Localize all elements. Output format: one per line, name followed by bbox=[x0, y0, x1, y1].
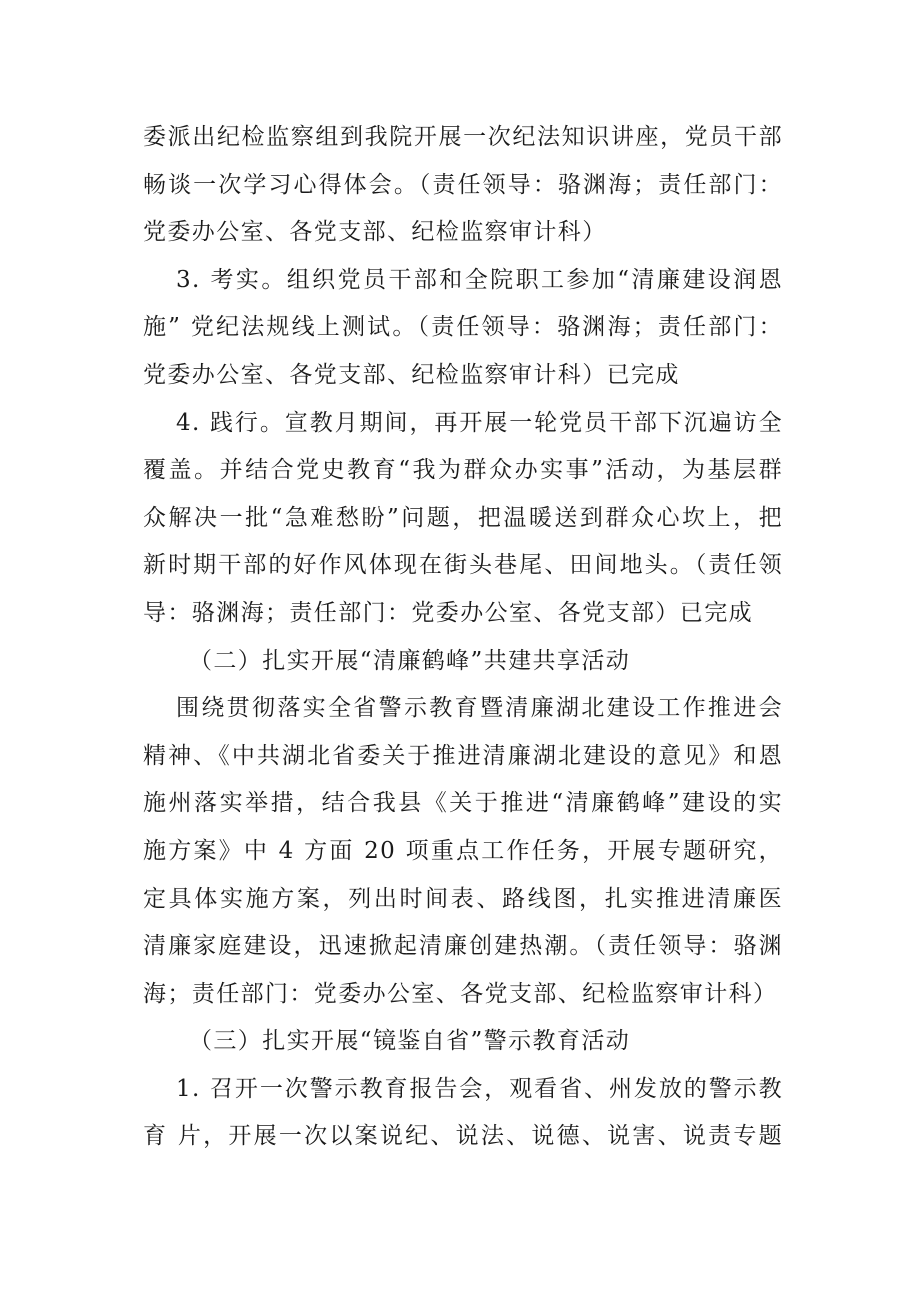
text-line: 施” 党纪法规线上测试。（责任领导：骆渊海；责任部门： bbox=[143, 314, 783, 341]
text-line: 委派出纪检监察组到我院开展一次纪法知识讲座，党员干部 bbox=[143, 124, 783, 150]
text-line: 施方案》中 4 方面 20 项重点工作任务，开展专题研究， bbox=[143, 837, 783, 864]
text-line: 3. 考实。组织党员干部和全院职工参加“清廉建设润恩 bbox=[176, 266, 783, 293]
text-line: 精神、《中共湖北省委关于推进清廉湖北建设的意见》和恩 bbox=[143, 742, 783, 769]
text-line: 覆盖。并结合党史教育“我为群众办实事”活动，为基层群 bbox=[143, 457, 783, 484]
text-line: 畅谈一次学习心得体会。（责任领导：骆渊海；责任部门： bbox=[143, 171, 783, 198]
text-line: 新时期干部的好作风体现在街头巷尾、田间地头。（责任领 bbox=[143, 552, 783, 579]
text-line: 围绕贯彻落实全省警示教育暨清廉湖北建设工作推进会 bbox=[176, 695, 783, 722]
text-line: 定具体实施方案，列出时间表、路线图，扎实推进清廉医 bbox=[143, 885, 783, 912]
text-line: 众解决一批“急难愁盼”问题，把温暖送到群众心坎上，把 bbox=[143, 504, 783, 531]
text-line: 清廉家庭建设，迅速掀起清廉创建热潮。（责任领导：骆渊 bbox=[143, 933, 783, 960]
text-line: 4. 践行。宣教月期间，再开展一轮党员干部下沉遍访全 bbox=[176, 409, 783, 436]
text-line: 育 片，开展一次以案说纪、说法、说德、说害、说责专题 bbox=[143, 1123, 783, 1150]
text-line: 1. 召开一次警示教育报告会，观看省、州发放的警示教 bbox=[176, 1075, 783, 1102]
text-line: 党委办公室、各党支部、纪检监察审计科） bbox=[143, 219, 607, 246]
text-line: 施州落实举措，结合我县《关于推进“清廉鹤峰”建设的实 bbox=[143, 790, 783, 817]
section-heading: （三）扎实开展“镜鉴自省”警示教育活动 bbox=[189, 1028, 631, 1055]
text-line: 海；责任部门：党委办公室、各党支部、纪检监察审计科） bbox=[143, 980, 778, 1007]
section-heading: （二）扎实开展“清廉鹤峰”共建共享活动 bbox=[189, 647, 631, 674]
text-line: 导：骆渊海；责任部门：党委办公室、各党支部）已完成 bbox=[143, 599, 753, 626]
document-body bbox=[143, 114, 783, 1161]
text-line: 党委办公室、各党支部、纪检监察审计科）已完成 bbox=[143, 361, 680, 388]
